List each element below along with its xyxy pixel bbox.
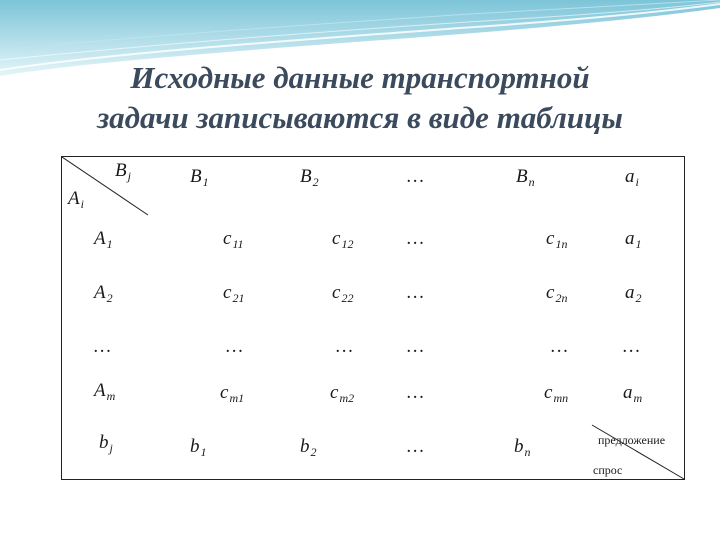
corner-col-header: $B_j$	[115, 160, 131, 183]
header-cell-ai: $a_i$	[625, 166, 639, 189]
title-line-2: задачи записываются в виде таблицы	[97, 100, 623, 135]
transport-table	[61, 156, 685, 480]
demand-cell-b1: $b_1$	[190, 436, 207, 459]
corner-row-header: $A_i$	[68, 188, 84, 211]
cost-cell-c12: $c_{12}$	[332, 228, 354, 251]
cost-cell-ellipsis: …	[407, 228, 424, 249]
cost-cell-ellipsis: …	[407, 282, 424, 303]
row-label-a1: $A_1$	[94, 228, 113, 251]
supply-label: предложение	[598, 433, 666, 447]
supply-cell-a1: $a_1$	[625, 228, 642, 251]
cost-cell-c2n: $c_{2n}$	[546, 282, 568, 305]
header-cell-b1: $B_1$	[190, 166, 209, 189]
supply-cell-a2: $a_2$	[625, 282, 642, 305]
ellipsis-cell: …	[336, 336, 353, 357]
ellipsis-cell: …	[407, 336, 424, 357]
cost-cell-cm1: $c_{m1}$	[220, 382, 245, 405]
supply-cell-am: $a_m$	[623, 382, 643, 405]
cost-cell-ellipsis: …	[407, 382, 424, 403]
demand-cell-bn: $b_n$	[514, 436, 531, 459]
ellipsis-cell: …	[226, 336, 243, 357]
cost-cell-c11: $c_{11}$	[223, 228, 244, 251]
row-label-am: $A_m$	[94, 380, 116, 403]
demand-cell-b2: $b_2$	[300, 436, 317, 459]
ellipsis-cell: …	[623, 336, 640, 357]
demand-cell-ellipsis: …	[407, 436, 424, 457]
slide-title	[20, 58, 700, 138]
cost-cell-c21: $c_{21}$	[223, 282, 245, 305]
row-label-ellipsis: …	[94, 336, 111, 357]
row-label-bj: $b_j$	[99, 432, 113, 455]
demand-label: спрос	[593, 463, 623, 477]
cost-cell-c1n: $c_{1n}$	[546, 228, 568, 251]
cost-cell-c22: $c_{22}$	[332, 282, 354, 305]
row-label-a2: $A_2$	[94, 282, 113, 305]
cost-cell-cmn: $c_{mn}$	[544, 382, 569, 405]
header-cell-ellipsis: …	[407, 166, 424, 187]
header-cell-bn: $B_n$	[516, 166, 535, 189]
ellipsis-cell: …	[551, 336, 568, 357]
title-line-1: Исходные данные транспортной	[130, 60, 590, 95]
table-grid-lines	[62, 157, 686, 481]
cost-cell-cm2: $c_{m2}$	[330, 382, 355, 405]
header-cell-b2: $B_2$	[300, 166, 319, 189]
